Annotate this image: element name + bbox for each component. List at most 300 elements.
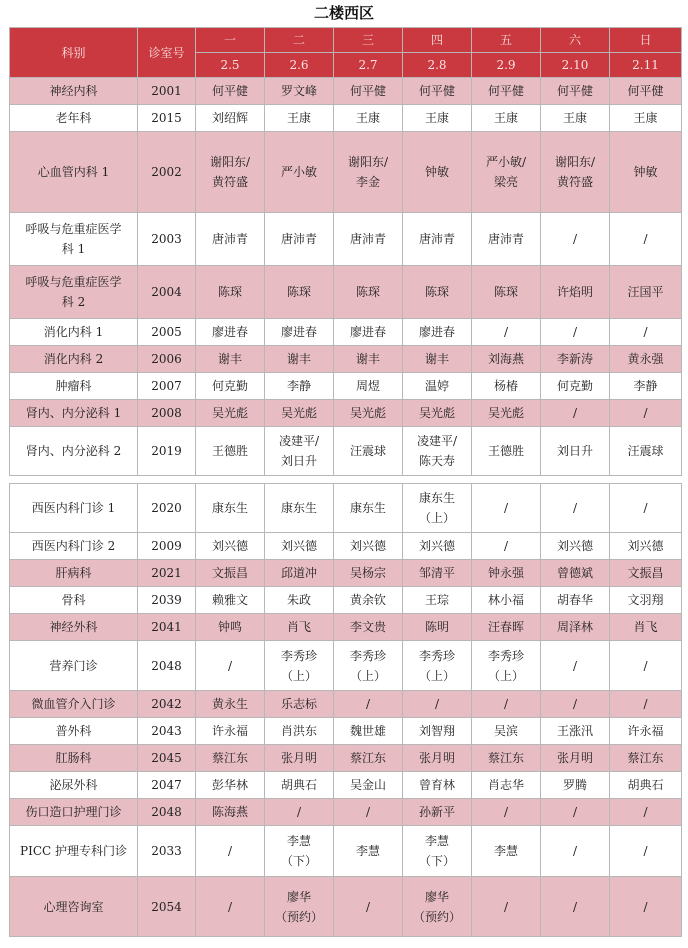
doctor-cell-text: 谢丰 (355, 352, 380, 366)
doctor-cell-text: 钟鸣 (217, 620, 242, 634)
doctor-cell-text: 谢丰 (286, 352, 311, 366)
room-cell (138, 745, 196, 772)
doctor-cell (196, 614, 265, 641)
doctor-cell (265, 641, 334, 691)
doctor-cell (334, 691, 403, 718)
doctor-cell-text: 钟永强 (487, 566, 524, 580)
room-cell (138, 772, 196, 799)
doctor-cell-text: 吴光彪 (418, 406, 455, 420)
room-cell (138, 373, 196, 400)
doctor-cell (541, 587, 610, 614)
doctor-cell-text: 钟敏 (633, 165, 658, 179)
doctor-cell-text: 许永福 (211, 724, 248, 738)
doctor-cell (403, 78, 472, 105)
doctor-cell-text: 王琮 (424, 593, 449, 607)
doctor-cell (610, 745, 682, 772)
room-cell-text: 2043 (151, 724, 182, 738)
doctor-cell (403, 132, 472, 213)
doctor-cell-text: 唐沛青 (211, 232, 248, 246)
room-cell-text: 2005 (151, 325, 182, 339)
doctor-cell (334, 745, 403, 772)
dept-cell (10, 641, 138, 691)
doctor-cell-text: 蔡江东 (349, 751, 386, 765)
doctor-cell (403, 484, 472, 533)
doctor-cell (472, 587, 541, 614)
doctor-cell-text: 何平健 (211, 84, 248, 98)
doctor-cell (196, 373, 265, 400)
doctor-cell (265, 266, 334, 319)
dept-cell (10, 373, 138, 400)
doctor-cell (334, 213, 403, 266)
doctor-cell-text: 文振昌 (627, 566, 664, 580)
doctor-cell (334, 877, 403, 937)
doctor-cell (265, 400, 334, 427)
doctor-cell (265, 319, 334, 346)
doctor-cell-text: 唐沛青 (418, 232, 455, 246)
doctor-cell-text: 陈琛 (217, 285, 242, 299)
table-row (10, 799, 682, 826)
doctor-cell-text: 王康 (286, 111, 311, 125)
schedule-table (9, 27, 682, 937)
doctor-cell-text: 唐沛青 (487, 232, 524, 246)
doctor-cell (610, 614, 682, 641)
doctor-cell (403, 560, 472, 587)
doctor-cell-text: 吴光彪 (487, 406, 524, 420)
dept-cell-text: 泌尿外科 (49, 778, 98, 792)
doctor-cell-text: 黄余钦 (349, 593, 386, 607)
table-row (10, 484, 682, 533)
doctor-cell (334, 427, 403, 476)
room-cell-text: 2009 (151, 539, 182, 553)
room-cell-text: 2003 (151, 232, 182, 246)
doctor-cell-text: 肖洪东 (280, 724, 317, 738)
table-row (10, 745, 682, 772)
doctor-cell (403, 346, 472, 373)
dept-cell-text: 微血管介入门诊 (31, 697, 116, 711)
dept-cell-text: 西医内科门诊 2 (31, 539, 116, 553)
doctor-cell-text: 李慧 (355, 844, 380, 858)
dept-cell (10, 78, 138, 105)
doctor-cell (196, 718, 265, 745)
dept-cell-text: 肾内、内分泌科 2 (25, 444, 122, 458)
table-row (10, 78, 682, 105)
doctor-cell-text: 林小福 (487, 593, 524, 607)
doctor-cell (196, 533, 265, 560)
doctor-cell (403, 877, 472, 937)
doctor-cell (196, 266, 265, 319)
doctor-cell-text: 吴金山 (349, 778, 386, 792)
doctor-cell-text: 李秀珍 （上） (487, 648, 524, 683)
doctor-cell (541, 427, 610, 476)
doctor-cell-text: 谢阳东/ 黄符盛 (209, 155, 251, 189)
doctor-cell (610, 533, 682, 560)
doctor-cell (265, 132, 334, 213)
header-date: 2.8 (403, 53, 472, 78)
header-weekday: 五 (472, 28, 541, 53)
doctor-cell-text: 陈海燕 (211, 805, 248, 819)
doctor-cell-text: / (365, 697, 371, 711)
doctor-cell-text: / (572, 697, 578, 711)
doctor-cell-text: / (227, 899, 233, 914)
dept-cell (10, 213, 138, 266)
doctor-cell-text: 王康 (424, 111, 449, 125)
doctor-cell (541, 78, 610, 105)
doctor-cell (610, 346, 682, 373)
table-row (10, 826, 682, 877)
doctor-cell (334, 799, 403, 826)
room-cell-text: 2045 (151, 751, 182, 765)
doctor-cell (334, 484, 403, 533)
room-cell (138, 799, 196, 826)
dept-cell-text: 消化内科 1 (43, 325, 104, 339)
doctor-cell (265, 718, 334, 745)
doctor-cell (541, 319, 610, 346)
doctor-cell-text: 王康 (633, 111, 658, 125)
doctor-cell-text: 李新涛 (556, 352, 593, 366)
doctor-cell (610, 877, 682, 937)
room-cell-text: 2039 (151, 593, 182, 607)
doctor-cell-text: 罗腾 (562, 778, 587, 792)
doctor-cell-text: / (572, 844, 578, 858)
table-row (10, 772, 682, 799)
doctor-cell (265, 587, 334, 614)
doctor-cell-text: 胡典石 (627, 778, 664, 792)
doctor-cell (472, 826, 541, 877)
room-cell-text: 2015 (151, 111, 182, 125)
doctor-cell (541, 484, 610, 533)
header-weekday: 一 (196, 28, 265, 53)
doctor-cell (610, 826, 682, 877)
doctor-cell-text: 朱政 (286, 593, 311, 607)
room-cell-text: 2007 (151, 379, 182, 393)
doctor-cell-text: 汪震球 (627, 444, 664, 458)
doctor-cell-text: 肖志华 (487, 778, 524, 792)
doctor-cell (541, 105, 610, 132)
doctor-cell (265, 745, 334, 772)
doctor-cell-text: 王康 (355, 111, 380, 125)
doctor-cell (541, 213, 610, 266)
doctor-cell-text: 胡春华 (556, 593, 593, 607)
room-cell-text: 2019 (151, 444, 182, 458)
doctor-cell-text: 汪春晖 (487, 620, 524, 634)
doctor-cell-text: / (365, 805, 371, 819)
doctor-cell (472, 484, 541, 533)
doctor-cell-text: 吴滨 (493, 724, 518, 738)
header-dept: 科别 (10, 28, 138, 78)
room-cell (138, 614, 196, 641)
doctor-cell-text: 刘兴德 (627, 539, 664, 553)
doctor-cell (541, 614, 610, 641)
dept-cell (10, 718, 138, 745)
doctor-cell (403, 745, 472, 772)
room-cell-text: 2021 (151, 566, 182, 580)
doctor-cell-text: / (503, 539, 509, 553)
doctor-cell (610, 799, 682, 826)
doctor-cell (403, 641, 472, 691)
dept-cell-text: PICC 护理专科门诊 (20, 844, 127, 858)
doctor-cell (610, 641, 682, 691)
doctor-cell (472, 132, 541, 213)
doctor-cell-text: 何平健 (418, 84, 455, 98)
doctor-cell (334, 826, 403, 877)
room-cell-text: 2020 (151, 501, 182, 515)
doctor-cell-text: 刘兴德 (418, 539, 455, 553)
doctor-cell (472, 427, 541, 476)
doctor-cell-text: 刘兴德 (211, 539, 248, 553)
doctor-cell-text: 杨椿 (493, 379, 518, 393)
doctor-cell-text: 谢阳东/ 李金 (347, 155, 389, 189)
doctor-cell (610, 484, 682, 533)
dept-cell-text: 呼吸与危重症医学 科 1 (25, 222, 122, 256)
doctor-cell-text: 吴光彪 (211, 406, 248, 420)
doctor-cell (265, 799, 334, 826)
doctor-cell-text: 廖进春 (349, 325, 386, 339)
table-row (10, 718, 682, 745)
doctor-cell-text: / (227, 844, 233, 858)
doctor-cell (541, 373, 610, 400)
doctor-cell-text: 廖进春 (211, 325, 248, 339)
doctor-cell-text: 凌建平/ 陈天寿 (416, 434, 458, 468)
doctor-cell (334, 641, 403, 691)
doctor-cell (334, 772, 403, 799)
dept-cell (10, 691, 138, 718)
doctor-cell-text: 温婷 (424, 379, 449, 393)
doctor-cell (472, 799, 541, 826)
doctor-cell-text: 刘绍辉 (211, 111, 248, 125)
doctor-cell (610, 213, 682, 266)
table-row (10, 319, 682, 346)
doctor-cell (403, 400, 472, 427)
room-cell-text: 2002 (151, 165, 182, 179)
doctor-cell-text: / (227, 658, 233, 673)
doctor-cell-text: 康东生 (211, 501, 248, 515)
doctor-cell (265, 691, 334, 718)
doctor-cell (334, 78, 403, 105)
doctor-cell-text: 肖飞 (633, 620, 658, 634)
doctor-cell-text: 文羽翔 (627, 593, 664, 607)
doctor-cell (541, 691, 610, 718)
dept-cell-text: 肝病科 (55, 566, 92, 580)
doctor-cell (196, 799, 265, 826)
doctor-cell-text: 刘兴德 (349, 539, 386, 553)
dept-cell (10, 400, 138, 427)
doctor-cell-text: 文振昌 (211, 566, 248, 580)
room-cell-text: 2054 (151, 899, 182, 914)
doctor-cell (265, 213, 334, 266)
doctor-cell (334, 614, 403, 641)
doctor-cell (334, 718, 403, 745)
doctor-cell (472, 718, 541, 745)
room-cell (138, 691, 196, 718)
doctor-cell (472, 266, 541, 319)
doctor-cell (196, 745, 265, 772)
room-cell (138, 718, 196, 745)
doctor-cell-text: 康东生 (349, 501, 386, 515)
doctor-cell (196, 484, 265, 533)
header-date: 2.9 (472, 53, 541, 78)
table-row (10, 132, 682, 213)
doctor-cell-text: 谢丰 (217, 352, 242, 366)
doctor-cell-text: 廖华 （预约） (274, 889, 323, 924)
dept-cell (10, 266, 138, 319)
doctor-cell (265, 826, 334, 877)
doctor-cell (196, 319, 265, 346)
doctor-cell-text: 彭华林 (211, 778, 248, 792)
header-date: 2.6 (265, 53, 334, 78)
header-weekday: 六 (541, 28, 610, 53)
dept-cell-text: 肿瘤科 (55, 379, 92, 393)
doctor-cell-text: 魏世雄 (349, 724, 386, 738)
doctor-cell (334, 266, 403, 319)
doctor-cell-text: 谢丰 (424, 352, 449, 366)
doctor-cell (265, 427, 334, 476)
doctor-cell-text: 何克勤 (556, 379, 593, 393)
doctor-cell (196, 213, 265, 266)
doctor-cell (265, 772, 334, 799)
doctor-cell (541, 826, 610, 877)
room-cell (138, 319, 196, 346)
doctor-cell-text: 李慧 (493, 844, 518, 858)
doctor-cell (541, 560, 610, 587)
doctor-cell-text: / (643, 658, 648, 673)
doctor-cell (265, 373, 334, 400)
doctor-cell (403, 373, 472, 400)
doctor-cell (541, 132, 610, 213)
doctor-cell (472, 745, 541, 772)
dept-cell-text: 肾内、内分泌科 1 (25, 406, 122, 420)
room-cell-text: 2047 (151, 778, 182, 792)
doctor-cell (403, 427, 472, 476)
header-weekday: 四 (403, 28, 472, 53)
doctor-cell-text: 刘日升 (556, 444, 593, 458)
dept-cell (10, 745, 138, 772)
doctor-cell (610, 132, 682, 213)
doctor-cell-text: 廖华 （预约） (412, 889, 461, 924)
doctor-cell (472, 641, 541, 691)
doctor-cell (541, 718, 610, 745)
dept-cell-text: 伤口造口护理门诊 (25, 805, 122, 819)
room-cell (138, 877, 196, 937)
doctor-cell (196, 560, 265, 587)
doctor-cell-text: 陈明 (424, 620, 449, 634)
room-cell (138, 587, 196, 614)
doctor-cell (403, 266, 472, 319)
doctor-cell (541, 877, 610, 937)
doctor-cell (196, 877, 265, 937)
doctor-cell (610, 319, 682, 346)
dept-cell (10, 560, 138, 587)
doctor-cell-text: 陈琛 (355, 285, 380, 299)
table-row (10, 373, 682, 400)
doctor-cell (403, 691, 472, 718)
doctor-cell (610, 373, 682, 400)
doctor-cell (472, 400, 541, 427)
dept-cell-text: 骨科 (61, 593, 86, 607)
doctor-cell (403, 213, 472, 266)
doctor-cell-text: 廖进春 (280, 325, 317, 339)
doctor-cell (196, 346, 265, 373)
doctor-cell-text: / (503, 899, 509, 914)
doctor-cell-text: 周泽林 (556, 620, 593, 634)
dept-cell (10, 346, 138, 373)
header-date: 2.10 (541, 53, 610, 78)
doctor-cell-text: / (365, 899, 371, 914)
doctor-cell-text: 孙新平 (418, 805, 455, 819)
doctor-cell (472, 614, 541, 641)
header-weekday: 二 (265, 28, 334, 53)
doctor-cell-text: 邱道冲 (280, 566, 317, 580)
doctor-cell (196, 427, 265, 476)
room-cell (138, 105, 196, 132)
doctor-cell-text: 陈琛 (424, 285, 449, 299)
doctor-cell-text: / (643, 697, 648, 711)
doctor-cell (403, 614, 472, 641)
doctor-cell-text: 许永福 (627, 724, 664, 738)
dept-cell-text: 神经内科 (49, 84, 98, 98)
dept-cell (10, 132, 138, 213)
room-cell-text: 2001 (151, 84, 182, 98)
doctor-cell (265, 346, 334, 373)
doctor-cell (610, 560, 682, 587)
doctor-cell (196, 826, 265, 877)
doctor-cell-text: 廖进春 (418, 325, 455, 339)
doctor-cell-text: / (572, 232, 578, 246)
doctor-cell (196, 691, 265, 718)
doctor-cell-text: 刘智翔 (418, 724, 455, 738)
doctor-cell-text: 凌建平/ 刘日升 (278, 434, 320, 468)
doctor-cell-text: 吴光彪 (280, 406, 317, 420)
doctor-cell-text: 何平健 (349, 84, 386, 98)
doctor-cell (610, 427, 682, 476)
doctor-cell-text: 刘海燕 (487, 352, 524, 366)
doctor-cell (472, 213, 541, 266)
doctor-cell-text: 邹清平 (418, 566, 455, 580)
doctor-cell-text: / (434, 697, 440, 711)
doctor-cell (472, 346, 541, 373)
doctor-cell-text: 张月明 (556, 751, 593, 765)
doctor-cell (265, 105, 334, 132)
doctor-cell-text: 乐志标 (280, 697, 317, 711)
doctor-cell-text: / (503, 805, 509, 819)
doctor-cell-text: 李慧 （下） (418, 834, 455, 868)
doctor-cell-text: / (572, 406, 578, 420)
doctor-cell-text: 张月明 (418, 751, 455, 765)
dept-cell (10, 799, 138, 826)
doctor-cell (472, 373, 541, 400)
dept-cell-text: 营养门诊 (49, 658, 98, 673)
doctor-cell-text: 李文贵 (349, 620, 386, 634)
table-row (10, 400, 682, 427)
doctor-cell (610, 691, 682, 718)
doctor-cell (196, 132, 265, 213)
doctor-cell (403, 826, 472, 877)
doctor-cell (541, 400, 610, 427)
doctor-cell-text: / (643, 899, 648, 914)
header-weekday: 三 (334, 28, 403, 53)
doctor-cell (610, 78, 682, 105)
doctor-cell-text: / (643, 406, 648, 420)
doctor-cell-text: / (572, 325, 578, 339)
dept-cell-text: 老年科 (55, 111, 92, 125)
dept-cell (10, 484, 138, 533)
doctor-cell (265, 78, 334, 105)
doctor-cell (472, 319, 541, 346)
header-weekday: 日 (610, 28, 682, 53)
header-room: 诊室号 (138, 28, 196, 78)
doctor-cell (334, 132, 403, 213)
doctor-cell-text: 蔡江东 (487, 751, 524, 765)
doctor-cell (403, 587, 472, 614)
